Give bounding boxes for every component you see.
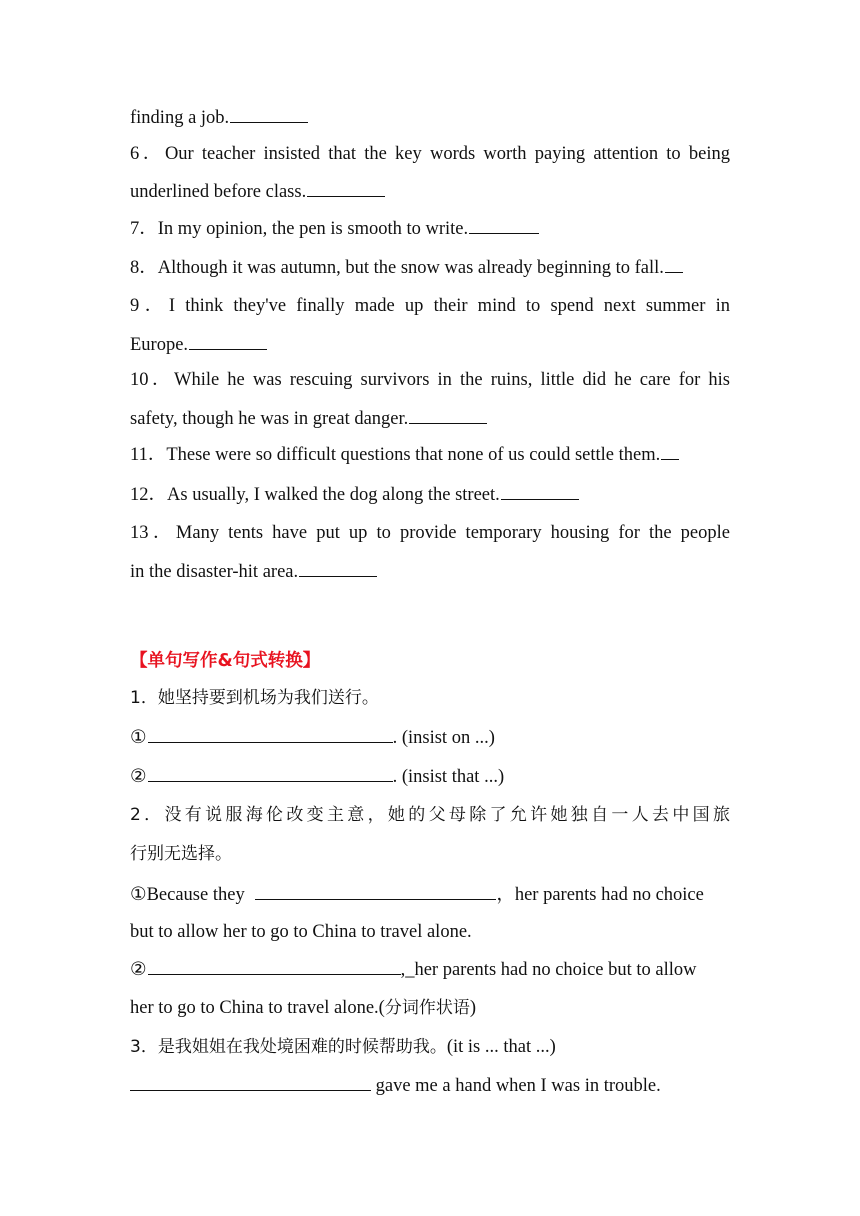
exercise-text: Europe. xyxy=(130,335,189,355)
writing-q2-answer-b-line2 xyxy=(130,995,730,1021)
answer-rest: ,_her parents had no choice but to allow xyxy=(400,960,697,980)
answer-blank[interactable] xyxy=(230,104,308,123)
answer-blank[interactable] xyxy=(130,1072,371,1091)
exercise-item-6-line2 xyxy=(130,178,730,204)
exercise-text: in the disaster-hit area. xyxy=(130,562,299,582)
exercise-text: underlined before class. xyxy=(130,182,307,202)
answer-blank[interactable] xyxy=(661,441,679,460)
question-prompt: 是我姐姐在我处境困难的时候帮助我。 xyxy=(157,1037,447,1057)
answer-rest: ，her parents had no choice xyxy=(496,885,704,905)
circle-one-marker: ① xyxy=(130,728,147,748)
answer-blank[interactable] xyxy=(148,763,393,782)
item-number: 3． xyxy=(130,1037,158,1057)
answer-blank[interactable] xyxy=(148,956,401,975)
exercise-text: finding a job. xyxy=(130,108,230,128)
answer-blank[interactable] xyxy=(189,331,267,350)
answer-rest: her to go to China to travel alone.( xyxy=(130,998,385,1018)
hint-text: . (insist that ...) xyxy=(392,767,505,787)
hint-text: 分词作状语 xyxy=(384,998,470,1018)
writing-q1-answer-b xyxy=(130,763,730,789)
exercise-item-7 xyxy=(130,215,730,241)
question-prompt: 行别无选择。 xyxy=(130,844,232,864)
exercise-item-12 xyxy=(130,481,730,507)
hint-text: (it is ... that ...) xyxy=(446,1037,556,1057)
exercise-text: I think they've finally made up their mind to spend next summer in xyxy=(168,296,730,316)
question-prompt: 她坚持要到机场为我们送行。 xyxy=(157,688,379,708)
answer-blank[interactable] xyxy=(255,881,496,900)
writing-q1-prompt xyxy=(130,685,730,711)
item-number: 12． xyxy=(130,485,168,505)
exercise-item-13-line2 xyxy=(130,558,730,584)
item-number: 2． xyxy=(130,805,165,825)
answer-blank[interactable] xyxy=(299,558,377,577)
exercise-item-9 xyxy=(130,293,730,319)
exercise-item-8 xyxy=(130,254,730,280)
exercise-item-11 xyxy=(130,441,730,467)
writing-q2-answer-b xyxy=(130,956,730,982)
exercise-text: While he was rescuing survivors in the ruins, little did he care for his xyxy=(173,370,730,390)
section-title: 【单句写作&句式转换】 xyxy=(130,651,321,671)
hint-text: . (insist on ...) xyxy=(392,728,495,748)
item-number: 8． xyxy=(130,258,158,278)
circle-two-marker: ② xyxy=(130,767,147,787)
item-number: 1． xyxy=(130,688,158,708)
exercise-text: Many tents have put up to provide temporary housing for the people xyxy=(175,523,730,543)
item-number: 11． xyxy=(130,445,167,465)
writing-q2-prompt xyxy=(130,802,730,828)
exercise-text: As usually, I walked the dog along the street. xyxy=(167,485,500,505)
exercise-text: These were so difficult questions that none of us could settle them. xyxy=(166,445,661,465)
answer-rest: but to allow her to go to China to travel alone. xyxy=(130,922,472,942)
writing-q2-answer-a xyxy=(130,881,730,907)
answer-rest: gave me a hand when I was in trouble. xyxy=(375,1076,661,1096)
writing-q2-answer-a-line2 xyxy=(130,919,730,945)
exercise-item-9-line2 xyxy=(130,331,730,357)
answer-lead: ①Because they xyxy=(130,885,245,905)
exercise-item-13 xyxy=(130,520,730,546)
answer-blank[interactable] xyxy=(409,405,487,424)
hint-close: ) xyxy=(469,998,476,1018)
answer-blank[interactable] xyxy=(469,215,539,234)
item-number: 13． xyxy=(130,523,176,543)
exercise-text: In my opinion, the pen is smooth to write. xyxy=(157,219,469,239)
answer-blank[interactable] xyxy=(307,178,385,197)
circle-two-marker: ② xyxy=(130,960,147,980)
writing-q3-answer xyxy=(130,1072,730,1098)
exercise-item-10 xyxy=(130,367,730,393)
item-number: 7． xyxy=(130,219,158,239)
answer-blank[interactable] xyxy=(665,254,683,273)
exercise-item-5-tail xyxy=(130,104,730,130)
exercise-item-10-line2 xyxy=(130,405,730,431)
exercise-text: Although it was autumn, but the snow was already beginning to fall. xyxy=(157,258,664,278)
exercise-item-6 xyxy=(130,141,730,167)
writing-q3-prompt xyxy=(130,1034,730,1060)
question-prompt: 没有说服海伦改变主意，她的父母除了允许她独自一人去中国旅 xyxy=(164,805,730,825)
item-number: 10． xyxy=(130,370,174,390)
worksheet-page xyxy=(130,0,730,1216)
item-number: 6． xyxy=(130,144,165,164)
exercise-text: Our teacher insisted that the key words worth paying attention to being xyxy=(164,144,730,164)
answer-blank[interactable] xyxy=(501,481,579,500)
answer-blank[interactable] xyxy=(148,724,393,743)
writing-q2-prompt-line2 xyxy=(130,841,730,867)
item-number: 9． xyxy=(130,296,169,316)
exercise-text: safety, though he was in great danger. xyxy=(130,409,409,429)
writing-q1-answer-a xyxy=(130,724,730,750)
